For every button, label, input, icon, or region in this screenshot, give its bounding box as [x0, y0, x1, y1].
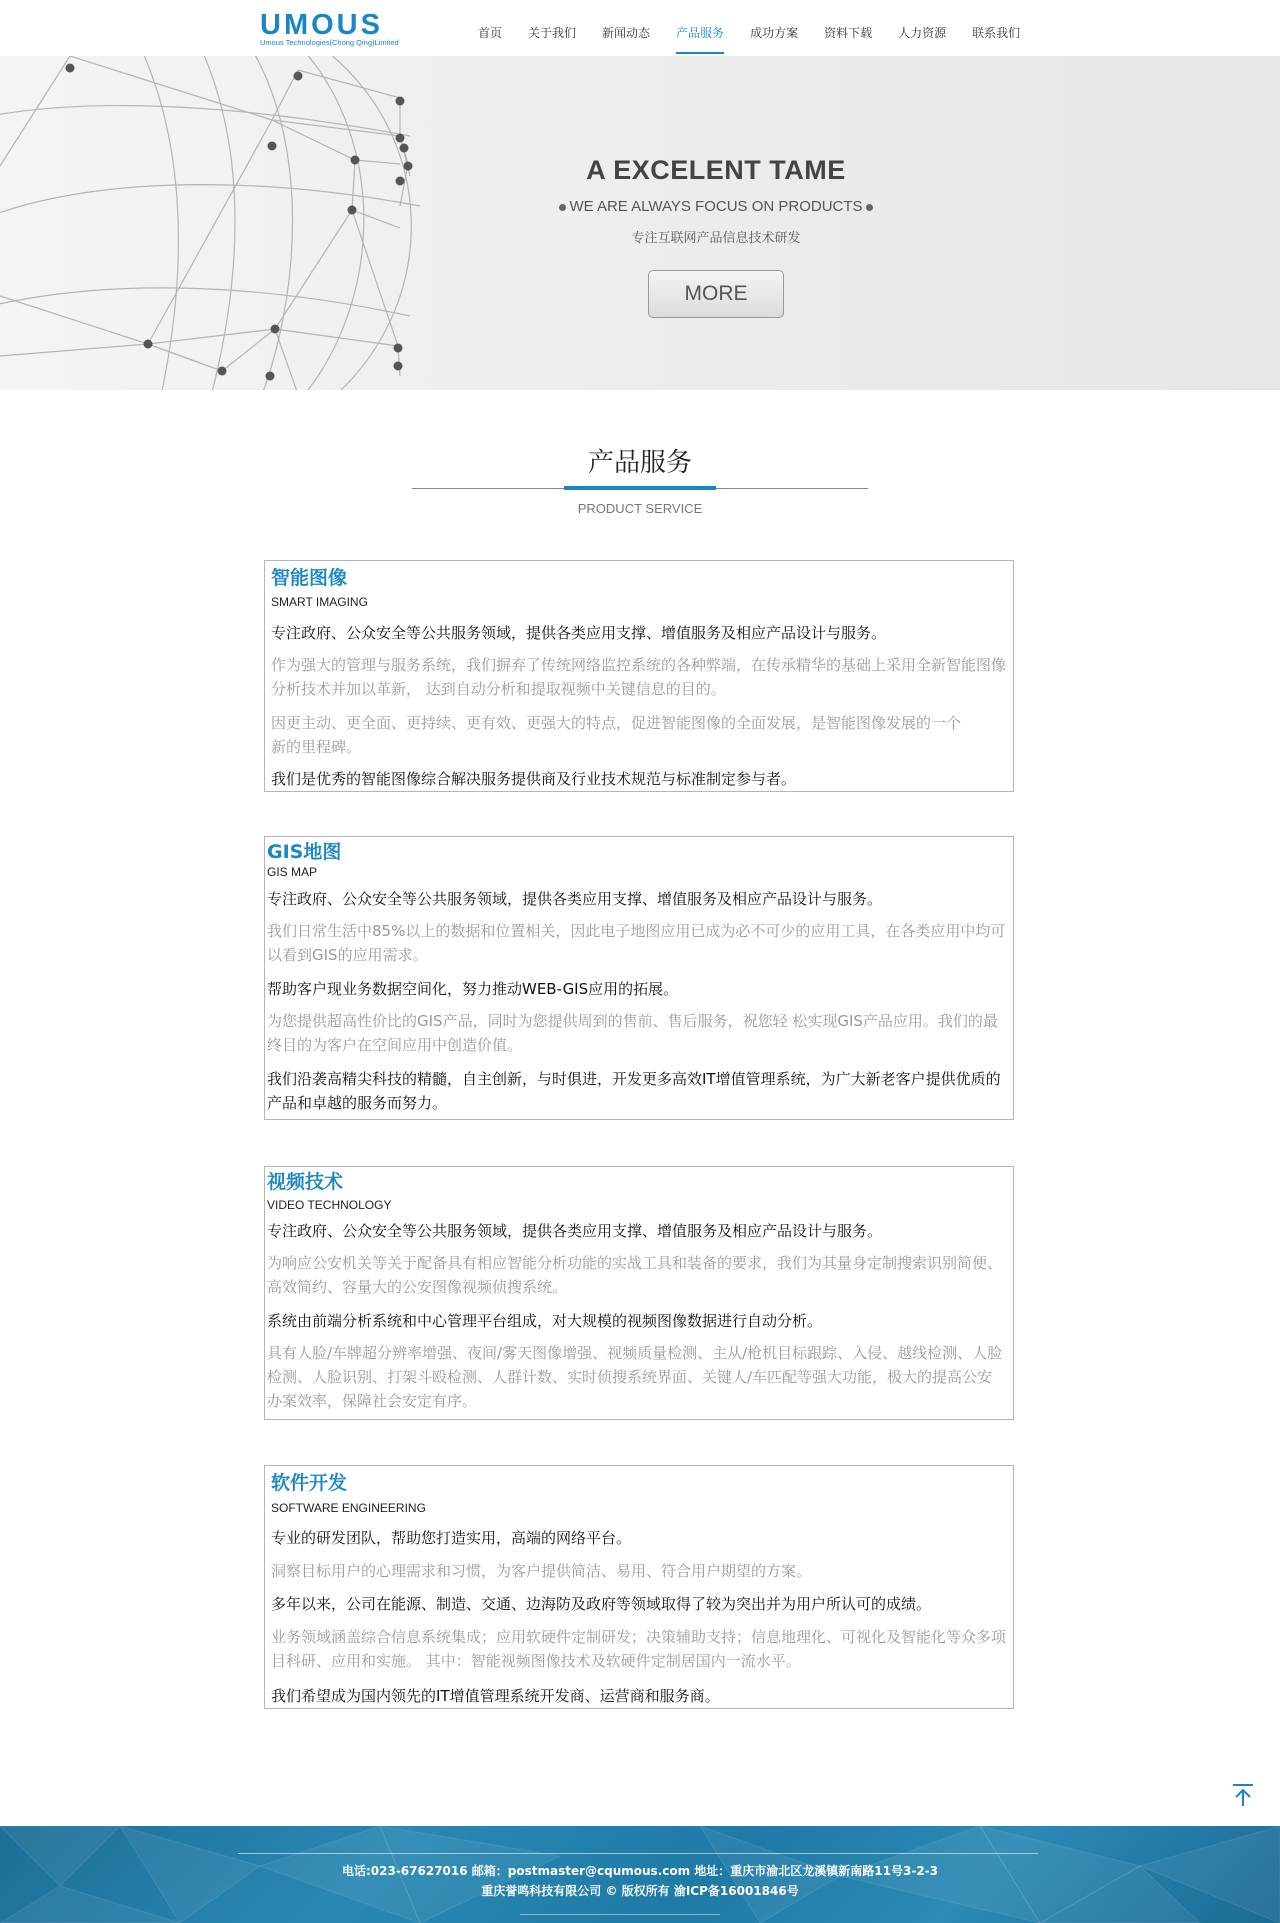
- section-divider-accent: [564, 486, 716, 490]
- back-to-top-button[interactable]: [1230, 1782, 1256, 1808]
- product-paragraph: 系统由前端分析系统和中心管理平台组成，对大规模的视频图像数据进行自动分析。: [267, 1312, 823, 1330]
- product-card-smart-imaging: [264, 560, 1014, 792]
- product-card-video-technology: [264, 1166, 1014, 1420]
- section-subtitle: PRODUCT SERVICE: [577, 501, 703, 516]
- section-title: 产品服务: [587, 448, 692, 478]
- site-header: [0, 0, 1280, 56]
- product-paragraph: 专业的研发团队，帮助您打造实用，高端的网络平台。: [271, 1529, 632, 1547]
- nav-products[interactable]: 产品服务: [663, 0, 737, 56]
- product-paragraph: 专注政府、公众安全等公共服务领域，提供各类应用支撑、增值服务及相应产品设计与服务。: [267, 890, 883, 908]
- logo[interactable]: [260, 9, 425, 47]
- nav-careers[interactable]: 人力资源: [898, 26, 947, 40]
- bullet-icon: [559, 204, 566, 211]
- product-card-software-engineering: [264, 1465, 1014, 1709]
- banner-tagline: 专注互联网产品信息技术研发: [631, 231, 801, 246]
- banner-title: A EXCELENT TAME: [586, 155, 846, 185]
- main-nav: [465, 0, 1033, 56]
- product-subtitle: VIDEO TECHNOLOGY: [267, 1198, 392, 1212]
- nav-home[interactable]: 首页: [478, 26, 503, 40]
- product-paragraph: 我们是优秀的智能图像综合解决服务提供商及行业技术规范与标准制定参与者。: [271, 770, 797, 788]
- product-title[interactable]: 软件开发: [271, 1472, 348, 1494]
- arrow-up-icon: [1230, 1782, 1256, 1808]
- network-globe-graphic: [0, 56, 460, 390]
- more-button[interactable]: MORE: [648, 270, 784, 318]
- nav-contact[interactable]: 联系我们: [972, 26, 1021, 40]
- product-paragraph: 作为强大的管理与服务系统，我们摒弃了传统网络监控系统的各种弊端，在传承精华的基础上采用全新智能图像分析技术并加以革新， 达到自动分析和提取视频中关键信息的目的。: [271, 656, 1007, 698]
- product-paragraph: 为您提供超高性价比的GIS产品，同时为您提供周到的售前、售后服务，祝您轻 松实现GIS产品应用。我们的最终目的为客户在空间应用中创造价值。: [267, 1012, 998, 1054]
- product-paragraph: 为响应公安机关等关于配备具有相应智能分析功能的实战工具和装备的要求，我们为其量身定制搜索识别简便、高效简约、容量大的公安图像视频侦搜系统。: [267, 1254, 1003, 1296]
- product-title[interactable]: 视频技术: [267, 1171, 344, 1193]
- nav-news[interactable]: 新闻动态: [602, 26, 651, 40]
- product-paragraph: 专注政府、公众安全等公共服务领域，提供各类应用支撑、增值服务及相应产品设计与服务。: [267, 1222, 883, 1240]
- product-paragraph: 帮助客户现业务数据空间化，努力推动WEB-GIS应用的拓展。: [267, 980, 679, 998]
- product-paragraph: 我们沿袭高精尖科技的精髓，自主创新，与时俱进，开发更多高效IT增值管理系统，为广大新老客户提供优质的产品和卓越的服务而努力。: [267, 1070, 1001, 1112]
- product-title[interactable]: GIS地图: [267, 841, 342, 863]
- footer-divider: [238, 1853, 1038, 1854]
- product-paragraph: 业务领域涵盖综合信息系统集成；应用软硬件定制研发；决策辅助支持；信息地理化、可视化及智能化等众多项目科研、应用和实施。 其中：智能视频图像技术及软硬件定制居国内一流水平。: [271, 1628, 1007, 1670]
- footer-divider: [520, 1914, 720, 1915]
- bullet-icon: [866, 204, 873, 211]
- product-subtitle: SMART IMAGING: [271, 595, 368, 609]
- product-title[interactable]: 智能图像: [271, 567, 348, 589]
- product-paragraph: 洞察目标用户的心理需求和习惯，为客户提供简洁、易用、符合用户期望的方案。: [271, 1562, 812, 1580]
- nav-about[interactable]: 关于我们: [528, 26, 577, 40]
- product-paragraph: 我们日常生活中85%以上的数据和位置相关，因此电子地图应用已成为必不可少的应用工具，在各类应用中均可以看到GIS的应用需求。: [267, 922, 1006, 964]
- banner-subtitle-text: WE ARE ALWAYS FOCUS ON PRODUCTS: [569, 198, 863, 215]
- footer-copyright: 重庆誉鸣科技有限公司 © 版权所有 渝ICP备16001846号: [481, 1884, 799, 1898]
- product-paragraph: 多年以来，公司在能源、制造、交通、边海防及政府等领域取得了较为突出并为用户所认可的成绩。: [271, 1595, 932, 1613]
- product-paragraph: 专注政府、公众安全等公共服务领域，提供各类应用支撑、增值服务及相应产品设计与服务。: [271, 624, 887, 642]
- hero-banner: [0, 56, 1280, 390]
- logo-wordmark: UMOUS: [260, 9, 383, 41]
- product-paragraph: 具有人脸/车牌超分辨率增强、夜间/雾天图像增强、视频质量检测、主从/枪机目标跟踪、入侵、越线检测、人脸检测、人脸识别、打架斗殴检测、人群计数、实时侦搜系统界面、关键人/车匹配等强大功能，极大的提高公安办案效率，保障社会安定有序。: [267, 1344, 1003, 1410]
- product-subtitle: GIS MAP: [267, 865, 318, 879]
- footer-contact: 电话:023-67627016 邮箱：postmaster@cqumous.com 地址：重庆市渝北区龙溪镇新南路11号3-2-3: [341, 1864, 939, 1878]
- banner-subtitle: [0, 198, 1280, 215]
- product-subtitle: SOFTWARE ENGINEERING: [271, 1501, 426, 1515]
- product-paragraph: 因更主动、更全面、更持续、更有效、更强大的特点，促进智能图像的全面发展，是智能图像发展的一个新的里程碑。: [271, 714, 962, 756]
- logo-subtitle: Umous Technologies(Chong Qing)Limited: [260, 38, 399, 47]
- site-footer: [0, 1826, 1280, 1923]
- product-paragraph: 我们希望成为国内领先的IT增值管理系统开发商、运营商和服务商。: [271, 1687, 720, 1705]
- nav-downloads[interactable]: 资料下载: [824, 26, 873, 40]
- product-card-gis-map: [264, 836, 1014, 1120]
- nav-solutions[interactable]: 成功方案: [750, 26, 799, 40]
